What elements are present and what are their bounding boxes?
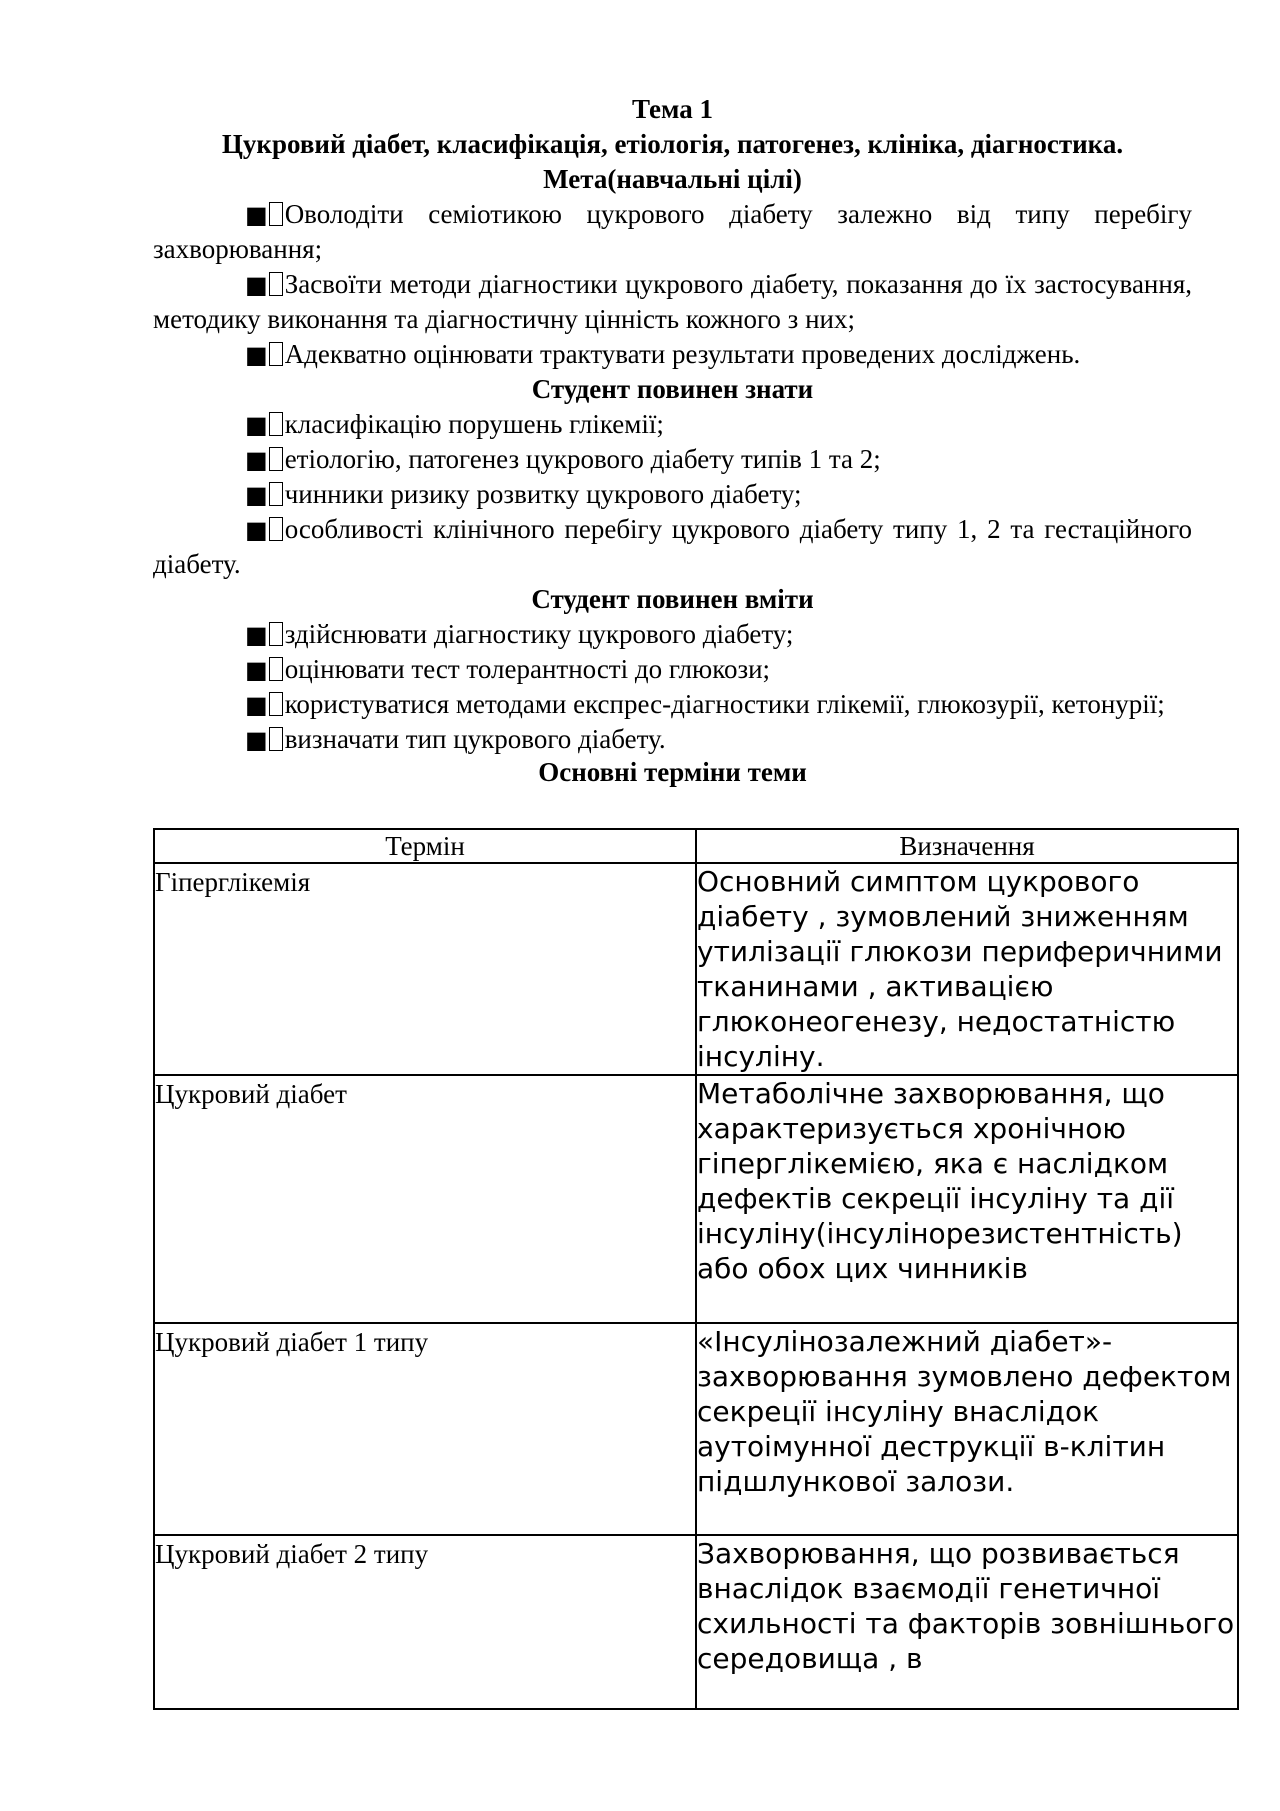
goal-item: ■ Засвоїти методи діагностики цукрового діабету, показання до їх застосування, методику виконання та діагностичну цінність кожного з них; [153, 269, 1192, 334]
missing-glyph-icon [269, 517, 283, 541]
term-cell: Цукровий діабет [154, 1075, 696, 1323]
skill-item: ■ користуватися методами експрес-діагностики глікемії, глюкозурії, кетонурії; [153, 687, 1192, 722]
missing-glyph-icon [269, 482, 283, 506]
know-item: ■ класифікацію порушень глікемії; [153, 407, 1192, 442]
column-header-term: Термін [154, 829, 696, 863]
column-header-definition: Визначення [696, 829, 1238, 863]
skill-item: ■ визначати тип цукрового діабету. [153, 722, 1192, 757]
square-bullet-icon: ■ [245, 446, 268, 474]
square-bullet-icon: ■ [245, 201, 268, 229]
square-bullet-icon: ■ [245, 726, 268, 754]
table-row [154, 1323, 1238, 1535]
terms-table-title: Основні терміни теми [538, 757, 807, 787]
square-bullet-icon: ■ [245, 481, 268, 509]
term-cell: Цукровий діабет 2 типу [154, 1535, 696, 1709]
term-cell: Цукровий діабет 1 типу [154, 1323, 696, 1535]
missing-glyph-icon [269, 657, 283, 681]
definition-cell: Основний симптом цукрового діабету , зумовлений зниженням утилізації глюкози периферичними тканинами , активацією глюконеогенезу, недостатністю інсуліну. [696, 863, 1238, 1075]
table-row [154, 1535, 1238, 1709]
topic-heading: Тема 1 [632, 94, 713, 124]
table-row [154, 1075, 1238, 1323]
goal-item: ■ Адекватно оцінювати трактувати результати проведених досліджень. [153, 337, 1192, 372]
square-bullet-icon: ■ [245, 691, 268, 719]
square-bullet-icon: ■ [245, 621, 268, 649]
know-item: ■ особливості клінічного перебігу цукрового діабету типу 1, 2 та гестаційного діабету. [153, 514, 1192, 579]
definition-cell: «Інсулінозалежний діабет»- захворювання зумовлено дефектом секреції інсуліну внаслідок аутоімунної деструкції в-клітин підшлункової залози. [696, 1323, 1238, 1535]
document-body [153, 92, 1192, 787]
table-row [154, 863, 1238, 1075]
missing-glyph-icon [269, 342, 283, 366]
square-bullet-icon: ■ [245, 516, 268, 544]
goal-heading: Мета(навчальні цілі) [543, 164, 802, 194]
skill-item: ■ оцінювати тест толерантності до глюкози; [153, 652, 1192, 687]
missing-glyph-icon [269, 412, 283, 436]
square-bullet-icon: ■ [245, 271, 268, 299]
terms-table [153, 828, 1239, 1710]
square-bullet-icon: ■ [245, 656, 268, 684]
missing-glyph-icon [269, 622, 283, 646]
definition-cell: Метаболічне захворювання, що характеризується хронічною гіперглікемією, яка є наслідком дефектів секреції інсуліну та дії інсуліну(інсулінорезистентність) або обох цих чинників [696, 1075, 1238, 1323]
missing-glyph-icon [269, 202, 283, 226]
missing-glyph-icon [269, 272, 283, 296]
know-item: ■ чинники ризику розвитку цукрового діабету; [153, 477, 1192, 512]
missing-glyph-icon [269, 692, 283, 716]
document-title: Цукровий діабет, класифікація, етіологія, патогенез, клініка, діагностика. [221, 129, 1124, 159]
missing-glyph-icon [269, 447, 283, 471]
goal-item: ■ Оволодіти семіотикою цукрового діабету залежно від типу перебігу захворювання; [153, 199, 1192, 264]
table-header-row [154, 829, 1238, 863]
skill-item: ■ здійснювати діагностику цукрового діабету; [153, 617, 1192, 652]
square-bullet-icon: ■ [245, 341, 268, 369]
know-heading: Студент повинен знати [531, 374, 814, 404]
definition-cell: Захворювання, що розвивається внаслідок взаємодії генетичної схильності та факторів зовнішнього середовища , в [696, 1535, 1238, 1709]
square-bullet-icon: ■ [245, 411, 268, 439]
skills-heading: Студент повинен вміти [531, 584, 814, 614]
know-item: ■ етіологію, патогенез цукрового діабету типів 1 та 2; [153, 442, 1192, 477]
missing-glyph-icon [269, 727, 283, 751]
term-cell: Гіперглікемія [154, 863, 696, 1075]
